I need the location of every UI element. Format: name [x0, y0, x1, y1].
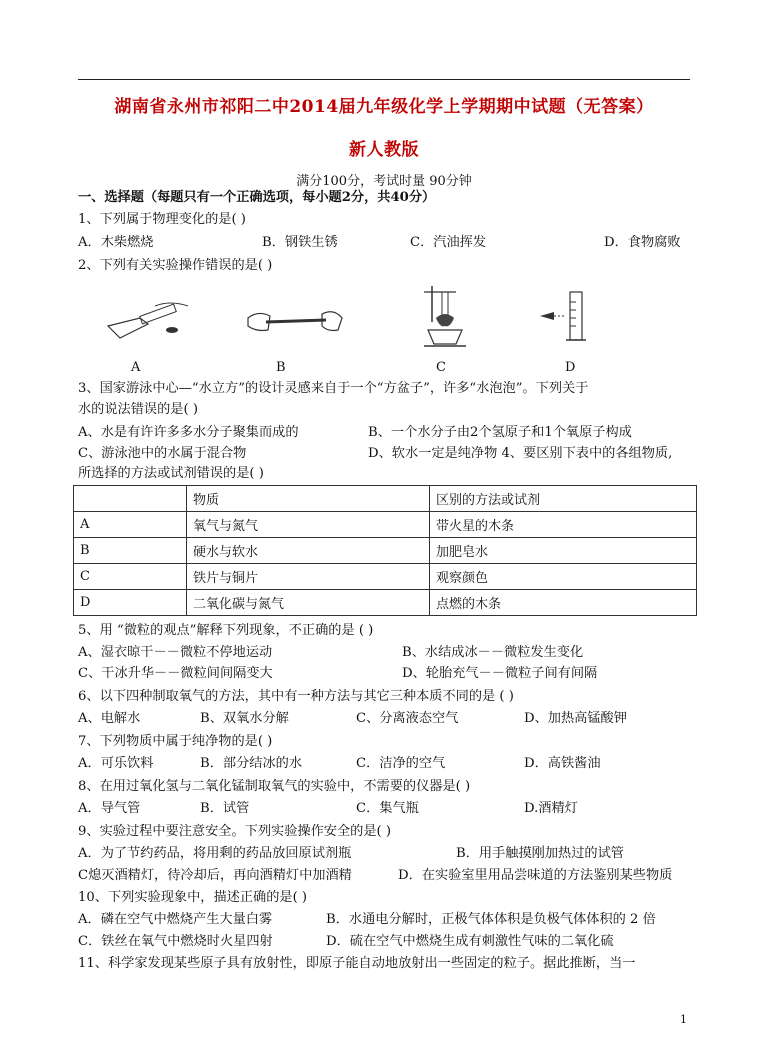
q10-stem: 10、下列实验现象中，描述正确的是( ) — [78, 890, 308, 905]
q2-figure-c-burner-icon — [410, 282, 470, 350]
q7-stem: 7、下列物质中属于纯净物的是( ) — [78, 734, 273, 749]
q11-stem: 11、科学家发现某些原子具有放射性，即原子能自动地放射出一些固定的粒子。据此推断，当一 — [78, 956, 636, 971]
exam-title-edition: 新人教版 — [349, 140, 419, 160]
exam-title: 湖南省永州市祁阳二中2014届九年级化学上学期期中试题（无答案） — [114, 97, 654, 117]
row-key: D — [74, 590, 187, 616]
q3-option-c: C、游泳池中的水属于混合物 — [78, 446, 247, 461]
q10-option-a: A．磷在空气中燃烧产生大量白雾 — [78, 912, 273, 927]
table-row — [74, 590, 697, 616]
q3-option-b: B、一个水分子由2个氢原子和1个氧原子构成 — [368, 425, 632, 440]
row-substance: 二氧化碳与氮气 — [187, 590, 430, 616]
section-heading: 一、选择题（每题只有一个正确选项，每小题2分，共40分） — [78, 190, 436, 205]
table-row — [74, 564, 697, 590]
q3-stem: 3、国家游泳中心—“水立方”的设计灵感来自于一个“方盆子”，许多“水泡泡”。下列关于 — [78, 381, 589, 396]
row-key: A — [74, 512, 187, 538]
q1-option-c: C．汽油挥发 — [410, 235, 487, 250]
exam-subtitle: 满分100分，考试时量 90分钟 — [296, 174, 472, 189]
q10-option-b: B．水通电分解时，正极气体体积是负极气体体积的 2 倍 — [326, 912, 656, 927]
q2-figure-a-test-tube-icon — [100, 296, 200, 346]
table-header-cell: 区别的方法或试剂 — [430, 486, 697, 512]
q5-option-c: C、干冰升华－－微粒间间隔变大 — [78, 666, 273, 681]
q10-option-c: C．铁丝在氧气中燃烧时火星四射 — [78, 934, 273, 949]
q3-option-d: D、软水一定是纯净物 4、要区别下表中的各组物质, — [368, 446, 673, 461]
row-key: B — [74, 538, 187, 564]
q4-table — [73, 485, 697, 616]
q2-figure-b-hands-tube-icon — [238, 296, 348, 346]
q1-option-a: A．木柴燃烧 — [78, 235, 154, 250]
q9-stem: 9、实验过程中要注意安全。下列实验操作安全的是( ) — [78, 824, 391, 839]
q2-label-c: C — [436, 360, 446, 375]
q2-figure-d-cylinder-icon — [536, 286, 596, 346]
page-number: 1 — [680, 1013, 687, 1026]
q8-option-d: D.酒精灯 — [524, 801, 578, 816]
q6-stem: 6、以下四种制取氧气的方法，其中有一种方法与其它三种本质不同的是 ( ) — [78, 689, 514, 704]
q2-label-d: D — [565, 360, 576, 375]
table-header-cell: 物质 — [187, 486, 430, 512]
q7-option-c: C．洁净的空气 — [356, 756, 446, 771]
q5-option-d: D、轮胎充气－－微粒子间有间隔 — [402, 666, 598, 681]
q3-option-a: A、水是有许许多多水分子聚集而成的 — [78, 425, 299, 440]
q8-option-b: B．试管 — [200, 801, 250, 816]
q4-stem: 所选择的方法或试剂错误的是( ) — [78, 466, 264, 481]
q8-stem: 8、在用过氧化氢与二氧化锰制取氧气的实验中，不需要的仪器是( ) — [78, 779, 471, 794]
q1-option-b: B．钢铁生锈 — [262, 235, 338, 250]
q9-option-b: B．用手触摸刚加热过的试管 — [456, 846, 624, 861]
q5-stem: 5、用 “微粒的观点”解释下列现象，不正确的是 ( ) — [78, 623, 374, 638]
q10-option-d: D．硫在空气中燃烧生成有刺激性气味的二氧化硫 — [326, 934, 614, 949]
q9-option-a: A．为了节约药品，将用剩的药品放回原试剂瓶 — [78, 846, 352, 861]
row-method: 加肥皂水 — [430, 538, 697, 564]
q6-option-b: B、双氧水分解 — [200, 711, 289, 726]
q2-label-b: B — [276, 360, 286, 375]
q7-option-d: D．高铁酱油 — [524, 756, 601, 771]
q7-option-b: B．部分结冰的水 — [200, 756, 303, 771]
row-method: 点燃的木条 — [430, 590, 697, 616]
q2-stem: 2、下列有关实验操作错误的是( ) — [78, 258, 273, 273]
q8-option-c: C．集气瓶 — [356, 801, 419, 816]
q1-stem: 1、下列属于物理变化的是( ) — [78, 212, 246, 227]
row-substance: 氧气与氮气 — [187, 512, 430, 538]
q6-option-a: A、电解水 — [78, 711, 141, 726]
row-key: C — [74, 564, 187, 590]
table-header-row — [74, 486, 697, 512]
q5-option-b: B、水结成冰－－微粒发生变化 — [402, 645, 584, 660]
q1-option-d: D．食物腐败 — [604, 235, 681, 250]
q5-option-a: A、湿衣晾干－－微粒不停地运动 — [78, 645, 273, 660]
q2-label-a: A — [131, 360, 141, 375]
row-method: 带火星的木条 — [430, 512, 697, 538]
table-row — [74, 512, 697, 538]
row-substance: 硬水与软水 — [187, 538, 430, 564]
q9-option-c: C熄灭酒精灯，待冷却后，再向酒精灯中加酒精 — [78, 868, 352, 883]
row-method: 观察颜色 — [430, 564, 697, 590]
q7-option-a: A．可乐饮料 — [78, 756, 154, 771]
q3-stem-cont: 水的说法错误的是( ) — [78, 402, 198, 417]
q6-option-d: D、加热高锰酸钾 — [524, 711, 627, 726]
q6-option-c: C、分离液态空气 — [356, 711, 459, 726]
table-header-cell — [74, 486, 187, 512]
q9-option-d: D．在实验室里用品尝味道的方法鉴别某些物质 — [398, 868, 673, 883]
q8-option-a: A．导气管 — [78, 801, 141, 816]
header-rule — [78, 79, 690, 80]
row-substance: 铁片与铜片 — [187, 564, 430, 590]
table-row — [74, 538, 697, 564]
